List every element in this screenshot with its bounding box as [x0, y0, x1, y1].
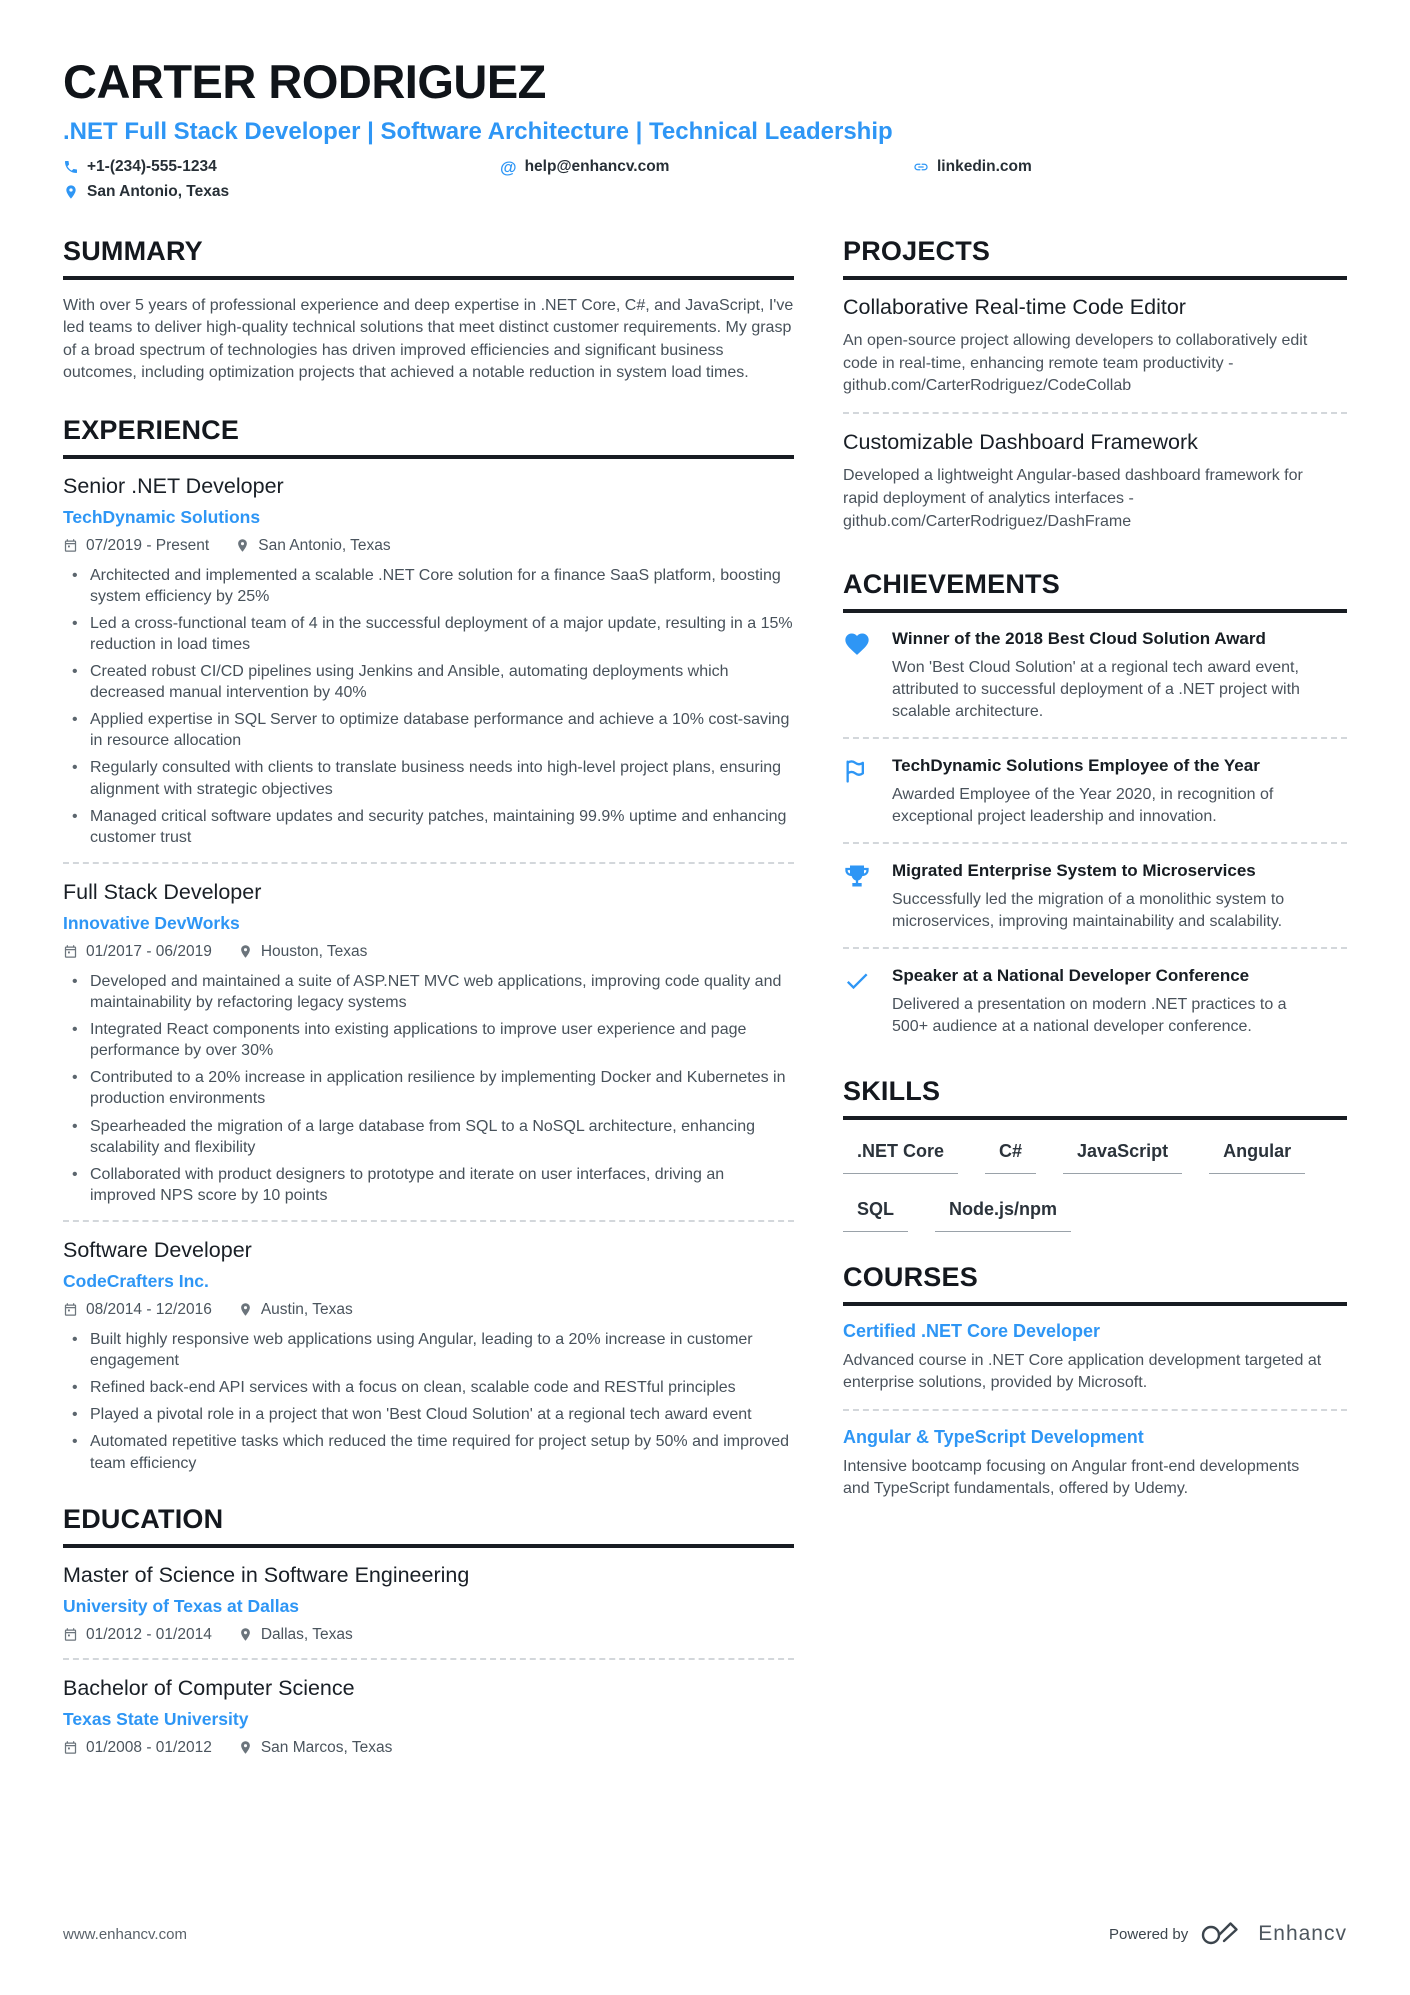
entry-divider [63, 862, 794, 864]
location-item [63, 183, 229, 201]
page-footer [63, 1919, 1347, 1949]
school-location [238, 1739, 393, 1757]
project-description: An open-source project allowing developers to collaboratively edit code in real-time, enhancing remote team productivity - github.com/CarterRodriguez/CodeCollab [843, 332, 1308, 395]
date-range [63, 1626, 212, 1644]
project-description: Developed a lightweight Angular-based dashboard framework for rapid deployment of analytics interfaces - github.com/CarterRodriguez/DashFrame [843, 467, 1303, 530]
bullet: • Contributed to a 20% increase in application resilience by implementing Docker and Kubernetes in production environments [63, 1067, 794, 1109]
company-link[interactable]: TechDynamic Solutions [63, 506, 261, 527]
course-title: Angular & TypeScript Development [843, 1426, 1144, 1447]
bullet: • Collaborated with product designers to prototype and iterate on user interfaces, driving an improved NPS score by 10 points [63, 1164, 794, 1206]
phone-number: +1-(234)-555-1234 [87, 158, 217, 175]
achievement-title: TechDynamic Solutions Employee of the Year [892, 756, 1260, 776]
bullet: • Created robust CI/CD pipelines using Jenkins and Ansible, automating deployments which decreased manual intervention by 40% [63, 661, 794, 703]
project-entry [843, 295, 1347, 398]
experience-entry [63, 880, 794, 1206]
summary-heading: SUMMARY [63, 236, 794, 280]
degree-title: Master of Science in Software Engineering [63, 1562, 470, 1587]
date-range [63, 1301, 212, 1319]
achievement-entry [843, 755, 1347, 828]
left-column [63, 236, 794, 1787]
summary-text: With over 5 years of professional experience and deep expertise in .NET Core, C#, and JavaScript, I've led teams to deliver high-quality technical solutions that meet distinct customer requirements. My grasp of a broad spectrum of technologies has driven improved efficiencies and significant business outcomes, including optimization projects that achieved a notable reduction in system load times. [63, 297, 794, 382]
bullet: • Applied expertise in SQL Server to optimize database performance and achieve a 10% cost-saving in resource allocation [63, 709, 794, 751]
resume-header [63, 54, 1347, 208]
calendar-icon [63, 944, 78, 959]
entry-divider [843, 1409, 1347, 1411]
headline: .NET Full Stack Developer | Software Architecture | Technical Leadership [63, 118, 893, 145]
skill-item: JavaScript [1063, 1141, 1182, 1174]
bullet: • Played a pivotal role in a project that won 'Best Cloud Solution' at a regional tech award event [63, 1404, 794, 1425]
job-title: Software Developer [63, 1237, 252, 1262]
experience-entry [63, 1238, 794, 1474]
projects-section [843, 236, 1347, 533]
bullet: • Built highly responsive web applications using Angular, leading to a 20% increase in customer engagement [63, 1329, 794, 1371]
location-text: Dallas, Texas [260, 1625, 353, 1643]
project-title: Customizable Dashboard Framework [843, 430, 1198, 455]
project-title: Collaborative Real-time Code Editor [843, 295, 1186, 319]
courses-section [843, 1262, 1347, 1501]
degree-title: Bachelor of Computer Science [63, 1675, 355, 1700]
email-link[interactable] [500, 158, 913, 176]
achievement-description: Awarded Employee of the Year 2020, in recognition of exceptional project leadership and innovation. [892, 786, 1274, 826]
achievement-description: Won 'Best Cloud Solution' at a regional tech award event, attributed to successful deployment of a .NET project with scalable architecture. [892, 659, 1300, 721]
location-text: San Marcos, Texas [260, 1738, 393, 1756]
entry-divider [843, 412, 1347, 414]
date-text: 01/2008 - 01/2012 [86, 1738, 212, 1756]
job-bullets [63, 565, 794, 848]
bullet: • Integrated React components into existing applications to improve user experience and page performance by over 30% [63, 1019, 794, 1061]
bullet: • Led a cross-functional team of 4 in the successful deployment of a major update, resulting in a 15% reduction in load times [63, 613, 794, 655]
location-text: San Antonio, Texas [258, 536, 391, 554]
date-text: 08/2014 - 12/2016 [86, 1300, 212, 1318]
location-text: Houston, Texas [260, 942, 368, 960]
right-column [843, 236, 1347, 1531]
achievement-description: Successfully led the migration of a monolithic system to microservices, improving maintainability and scalability. [892, 890, 1285, 931]
skills-section [843, 1076, 1347, 1232]
heart-icon [843, 628, 873, 663]
experience-heading: EXPERIENCE [63, 415, 794, 459]
calendar-icon [63, 538, 78, 553]
powered-by-label: Powered by [1109, 1925, 1189, 1943]
bullet: • Managed critical software updates and security patches, maintaining 99.9% uptime and enhancing customer trust [63, 806, 794, 848]
calendar-icon [63, 1302, 78, 1317]
calendar-icon [63, 1740, 78, 1755]
phone-icon [63, 159, 79, 175]
link-icon [913, 159, 929, 175]
flag-icon [843, 755, 873, 790]
courses-heading: COURSES [843, 1262, 1347, 1306]
person-name: CARTER RODRIGUEZ [63, 55, 546, 108]
skills-list [843, 1135, 1347, 1232]
enhancv-logo-icon [1200, 1919, 1246, 1949]
bullet: • Spearheaded the migration of a large database from SQL to a NoSQL architecture, enhancing scalability and flexibility [63, 1116, 794, 1158]
job-bullets [63, 1329, 794, 1474]
phone-link[interactable] [63, 158, 500, 176]
entry-divider [63, 1220, 794, 1222]
skill-item: Angular [1209, 1141, 1305, 1174]
experience-entry [63, 474, 794, 848]
school-location [238, 1626, 353, 1644]
course-description: Intensive bootcamp focusing on Angular front-end developments and TypeScript fundamentals, offered by Udemy. [843, 1457, 1300, 1498]
date-text: 01/2017 - 06/2019 [86, 942, 212, 960]
course-entry [843, 1427, 1347, 1501]
date-text: 01/2012 - 01/2014 [86, 1625, 212, 1643]
education-heading: EDUCATION [63, 1504, 794, 1548]
achievement-title: Speaker at a National Developer Conference [892, 966, 1250, 986]
school-link[interactable]: University of Texas at Dallas [63, 1595, 300, 1616]
location-text: San Antonio, Texas [87, 183, 230, 200]
location-pin-icon [63, 184, 79, 200]
education-entry [63, 1563, 794, 1644]
bullet: • Refined back-end API services with a focus on clean, scalable code and RESTful principles [63, 1377, 794, 1398]
experience-section [63, 415, 794, 1474]
job-location [235, 537, 390, 555]
achievement-entry [843, 965, 1347, 1038]
entry-divider [843, 947, 1347, 949]
job-bullets [63, 971, 794, 1206]
course-entry [843, 1321, 1347, 1395]
email-address: help@enhancv.com [524, 158, 670, 175]
entry-divider [63, 1658, 794, 1660]
education-entry [63, 1676, 794, 1757]
location-text: Austin, Texas [260, 1300, 353, 1318]
achievements-section [843, 569, 1347, 1038]
location-pin-icon [238, 1302, 253, 1317]
achievements-heading: ACHIEVEMENTS [843, 569, 1347, 613]
skill-item: C# [985, 1141, 1036, 1174]
date-range [63, 943, 212, 961]
achievement-title: Winner of the 2018 Best Cloud Solution Award [892, 629, 1266, 649]
bullet: • Regularly consulted with clients to translate business needs into high-level project plans, ensuring alignment with strategic objectives [63, 757, 794, 799]
school-link[interactable]: Texas State University [63, 1708, 249, 1729]
achievement-entry [843, 628, 1347, 723]
footer-url-link[interactable]: www.enhancv.com [63, 1925, 187, 1943]
calendar-icon [63, 1627, 78, 1642]
achievement-title: Migrated Enterprise System to Microservices [892, 861, 1256, 881]
date-range [63, 1739, 212, 1757]
company-link[interactable]: Innovative DevWorks [63, 912, 240, 933]
education-section [63, 1504, 794, 1757]
achievement-entry [843, 860, 1347, 933]
linkedin-text: linkedin.com [937, 158, 1032, 175]
entry-divider [843, 737, 1347, 739]
job-title: Full Stack Developer [63, 879, 262, 904]
at-icon: @ [500, 157, 517, 177]
course-description: Advanced course in .NET Core application development targeted at enterprise solutions, provided by Microsoft. [843, 1352, 1322, 1392]
check-icon [843, 965, 873, 1000]
trophy-icon [843, 860, 873, 895]
company-link[interactable]: CodeCrafters Inc. [63, 1270, 209, 1291]
contact-info [63, 158, 1347, 201]
skill-item: Node.js/npm [935, 1199, 1071, 1232]
projects-heading: PROJECTS [843, 236, 1347, 280]
date-text: 07/2019 - Present [86, 536, 210, 554]
bullet: • Automated repetitive tasks which reduced the time required for project setup by 50% and improved team efficiency [63, 1431, 794, 1473]
bullet: • Architected and implemented a scalable .NET Core solution for a finance SaaS platform, boosting system efficiency by 25% [63, 565, 794, 607]
location-pin-icon [238, 1627, 253, 1642]
entry-divider [843, 842, 1347, 844]
linkedin-link[interactable] [913, 158, 1032, 176]
job-title: Senior .NET Developer [63, 473, 284, 498]
job-location [238, 1301, 353, 1319]
bullet: • Developed and maintained a suite of ASP.NET MVC web applications, improving code quality and maintainability by refactoring legacy systems [63, 971, 794, 1013]
skills-heading: SKILLS [843, 1076, 1347, 1120]
job-location [238, 943, 368, 961]
skill-item: SQL [843, 1199, 908, 1232]
date-range [63, 537, 209, 555]
summary-section [63, 236, 794, 385]
location-pin-icon [238, 944, 253, 959]
course-title: Certified .NET Core Developer [843, 1321, 1101, 1342]
location-pin-icon [235, 538, 250, 553]
project-entry [843, 430, 1347, 533]
location-pin-icon [238, 1740, 253, 1755]
achievement-description: Delivered a presentation on modern .NET practices to a 500+ audience at a national developer conference. [892, 995, 1287, 1035]
enhancv-brand-text[interactable]: Enhancv [1258, 1922, 1347, 1945]
skill-item: .NET Core [843, 1141, 958, 1174]
